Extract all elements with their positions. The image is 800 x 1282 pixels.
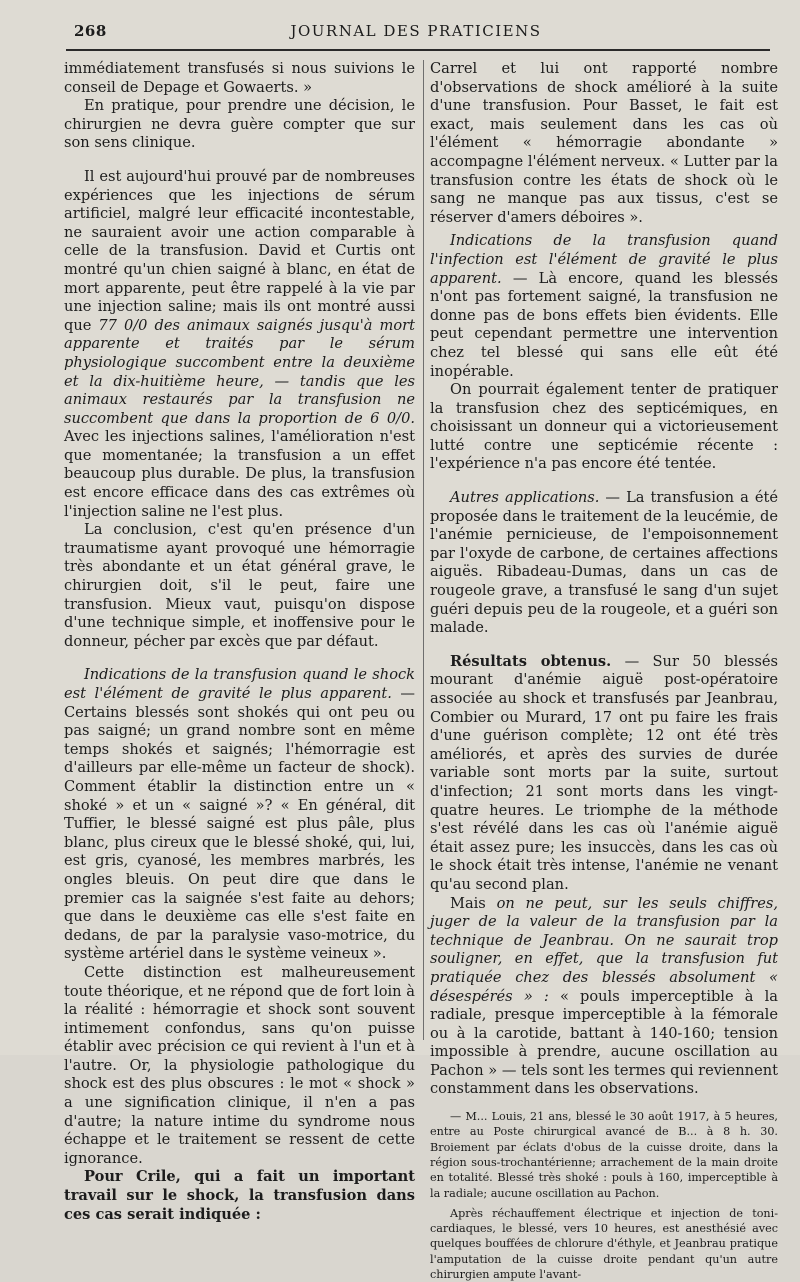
paragraph-continuation: immédiatement transfusés si nous suivions le conseil de Depage et Gowaerts. »: [64, 60, 415, 96]
figures-italic: on ne peut, sur les seuls chiffres, juger de la valeur de la transfusion par la technique de Jeanbrau. On ne saurait trop souligner, en effet, que la transfusion fut pratiquée chez des blessés absolument « désespérés » :: [430, 894, 778, 1005]
paragraph-serum: [64, 168, 415, 521]
paragraph-crile: Pour Crile, qui a fait un important travail sur le shock, la transfusion dans ces cas serait indiquée :: [64, 1168, 415, 1223]
paragraph-carrel: Carrel et lui ont rapporté nombre d'observations de shock amélioré à la suite d'une transfusion. Pour Basset, le fait est exact, mais seulement dans les cas où l'élément « hémorragie abondante » accompagne l'élément nerveux. « Lutter par la transfusion contre les états de shock où le sang ne manque pas aux tissus, c'est se réserver d'amers déboires ».: [430, 60, 778, 226]
paragraph-shock-indications: [64, 666, 415, 964]
figures-post: « pouls imperceptible à la radiale, presque imperceptible à la fémorale ou à la carotide, battant à 140-160; tension impossible à prendre, aucune oscillation au Pachon » — tels sont les termes qui reviennent constamment dans les observations.: [430, 987, 778, 1098]
left-column: [64, 60, 415, 1224]
serum-italic-stat: 77 0/0 des animaux saignés jusqu'à mort apparente et traités par le sérum physiologique succombent entre la deuxième et la dix-huitième heure, — tandis que les animaux restaurés par la transfusion ne succombent que dans la proportion de 6 0/0.: [64, 316, 415, 427]
serum-text-a: Il est aujourd'hui prouvé par de nombreuses expériences que les injections de sérum artificiel, malgré leur efficacité incontestable, ne sauraient avoir une action comparable à celle de la transfusion. David et Curtis ont montré qu'un chien saigné à blanc, en état de mort apparente, peut être rappelé à la vie par une injection saline; mais ils ont montré aussi que: [64, 167, 415, 334]
serum-text-c: Avec les injections salines, l'amélioration n'est que momentanée; la transfusion a un effet beaucoup plus durable. De plus, la transfusion est encore efficace dans des cas extrêmes où l'injection saline ne l'est plus.: [64, 428, 415, 520]
page-number: 268: [74, 22, 107, 40]
results-heading: Résultats obtenus.: [450, 652, 612, 670]
paragraph-infection-indications: [430, 232, 778, 381]
shock-rubric: Indications de la transfusion quand le shock est l'élément de gravité le plus apparent.: [64, 666, 415, 702]
case-note-2: Après réchauffement électrique et injection de toni-cardiaques, le blessé, vers 10 heures, est anesthésié avec quelques bouffées de chlorure d'éthyle, et Jeanbrau pratique l'amputation de la cuisse droite pendant qu'un autre chirurgien ampute l'avant-: [430, 1206, 778, 1282]
other-applications-rubric: Autres applications.: [450, 489, 600, 507]
page-header: [62, 22, 770, 46]
infection-text: — Là encore, quand les blessés n'ont pas fortement saigné, la transfusion ne donne pas de bons effets bien évidents. Elle peut cependant permettre une intervention chez tel blessé qui sans elle eût été inopérable.: [430, 269, 778, 380]
running-title: JOURNAL DES PRATICIENS: [290, 22, 542, 40]
column-divider: [423, 60, 424, 1040]
case-note-1: — M... Louis, 21 ans, blessé le 30 août 1917, à 5 heures, entre au Poste chirurgical avancé de B... à 8 h. 30. Broiement par éclats d'obus de la cuisse droite, dans la région sous-trochantérienne; arrachement de la main droite en totalité. Blessé très shoké : pouls à 160, imperceptible à la radiale; aucune oscillation au Pachon.: [430, 1110, 778, 1200]
paragraph-decision: En pratique, pour prendre une décision, le chirurgien ne devra guère compter que sur son sens clinique.: [64, 97, 415, 152]
other-applications-text: — La transfusion a été proposée dans le traitement de la leucémie, de l'anémie pernicieuse, de l'empoisonnement par l'oxyde de carbone, de certaines affections aiguës. Ribadeau-Dumas, dans un cas de rougeole grave, a transfusé le sang d'un sujet guéri depuis peu de la rougeole, et a guéri son malade.: [430, 489, 778, 637]
paragraph-results: [430, 653, 778, 895]
results-text: — Sur 50 blessés mourant d'anémie aiguë post-opératoire associée au shock et transfusés par Jeanbrau, Combier ou Murard, 17 ont pu faire les frais d'une guérison complète; 12 ont été très améliorés, et après des survies de durée variable sont morts par la suite, surtout d'infection; 21 sont morts dans les vingt-quatre heures. Le triomphe de la méthode s'est révélé dans les cas où l'anémie aiguë était assez pure; les insuccès, dans les cas où le shock était très intense, l'anémie ne venant qu'au second plan.: [430, 652, 778, 893]
infection-rubric: Indications de la transfusion quand l'infection est l'élément de gravité le plus apparent.: [430, 232, 778, 287]
figures-pre: Mais: [450, 894, 497, 912]
paragraph-conclusion: La conclusion, c'est qu'en présence d'un traumatisme ayant provoqué une hémorragie très abondante et un état général grave, le chirurgien doit, s'il le peut, faire une transfusion. Mieux vaut, puisqu'on dispose d'une technique simple, et inoffensive pour le donneur, pécher par excès que par défaut.: [64, 521, 415, 650]
paragraph-distinction: Cette distinction est malheureusement toute théorique, et ne répond que de fort loin à la réalité : hémorragie et shock sont souvent intimement confondus, sans qu'on puisse établir avec précision ce qui revient à l'un et à l'autre. Or, la physiologie pathologique du shock est des plus obscures : le mot « shock » a une signification clinique, il n'en a pas d'autre; la nature intime du syndrome nous échappe et le traitement se ressent de cette ignorance.: [64, 963, 415, 1167]
paragraph-figures: [430, 895, 778, 1100]
paragraph-septicemia: On pourrait également tenter de pratiquer la transfusion chez des septicémiques, en choisissant un donneur qui a victorieusement lutté contre une septicémie récente : l'expérience n'a pas encore été tentée.: [430, 381, 778, 473]
header-rule: [66, 49, 770, 51]
right-column: [430, 60, 778, 1282]
shock-text: — Certains blessés sont shokés qui ont peu ou pas saigné; un grand nombre sont en même temps shokés et saignés; l'hémorragie est d'ailleurs par elle-même un facteur de shock). Comment établir la distinction entre un « shoké » et un « saigné »? « En général, dit Tuffier, le blessé saigné est plus pâle, plus blanc, plus cireux que le blessé shoké, qui, lui, est gris, cyanosé, les membres marbrés, les ongles bleuis. On peut dire que dans le premier cas la saignée s'est faite au dehors; que dans le deuxième cas elle s'est faite en dedans, de par la paralysie vaso-motrice, du système artériel dans le système veineux ».: [64, 685, 416, 963]
paragraph-other-applications: [430, 489, 778, 638]
